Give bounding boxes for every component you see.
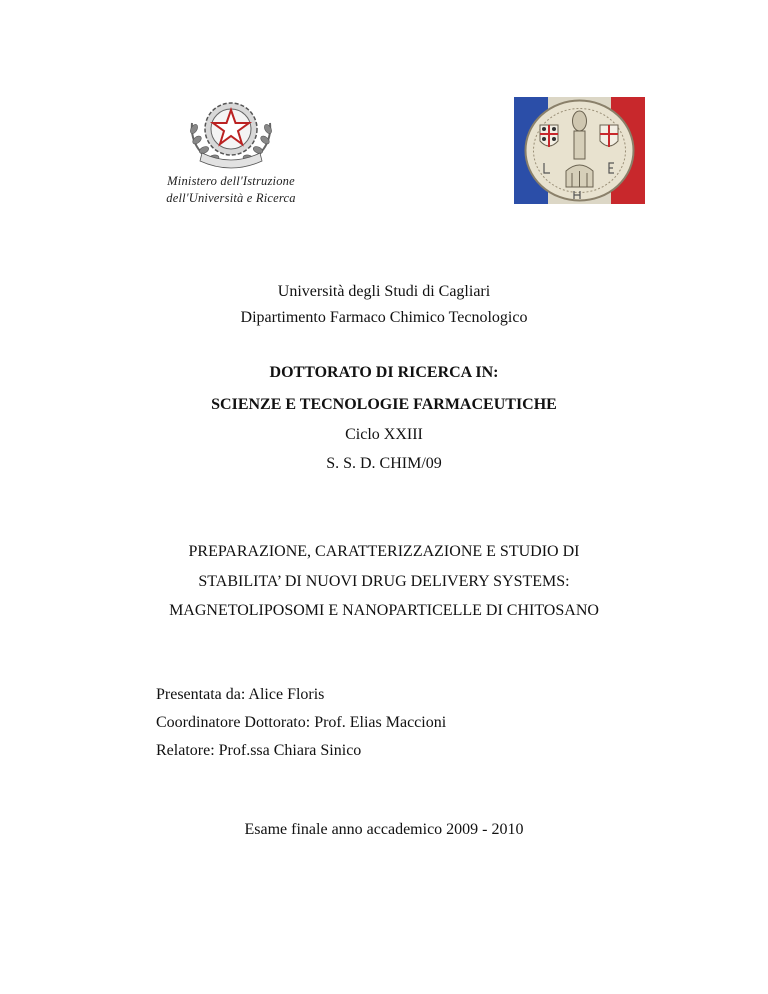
doctorate-ssd: S. S. D. CHIM/09 — [326, 455, 442, 472]
university-name: Università degli Studi di Cagliari — [277, 283, 491, 300]
doctorate-cycle: Ciclo XXIII — [345, 426, 423, 443]
university-seal — [514, 97, 645, 204]
doctorate-field: SCIENZE E TECNOLOGIE FARMACEUTICHE — [211, 396, 557, 413]
candidate: Presentata da: Alice Floris — [156, 686, 325, 703]
university-seal-icon — [514, 97, 645, 204]
ministry-line-1: Ministero dell'Istruzione — [167, 174, 295, 188]
department-name: Dipartimento Farmaco Chimico Tecnologico — [240, 309, 528, 326]
supervisor: Relatore: Prof.ssa Chiara Sinico — [156, 742, 362, 759]
coordinator: Coordinatore Dottorato: Prof. Elias Maccioni — [156, 714, 447, 731]
ministry-line-2: dell'Università e Ricerca — [166, 191, 296, 205]
thesis-title-line-1: PREPARAZIONE, CARATTERIZZAZIONE E STUDIO DI — [188, 543, 580, 560]
italian-republic-emblem-icon — [184, 95, 278, 173]
ministry-emblem — [156, 95, 306, 213]
thesis-title-line-2: STABILITA’ DI NUOVI DRUG DELIVERY SYSTEMS: — [198, 573, 570, 590]
exam-year: Esame finale anno accademico 2009 - 2010 — [244, 821, 524, 838]
thesis-title-line-3: MAGNETOLIPOSOMI E NANOPARTICELLE DI CHITOSANO — [169, 602, 599, 619]
ministry-name — [156, 173, 306, 207]
doctorate-title: DOTTORATO DI RICERCA IN: — [269, 364, 499, 381]
